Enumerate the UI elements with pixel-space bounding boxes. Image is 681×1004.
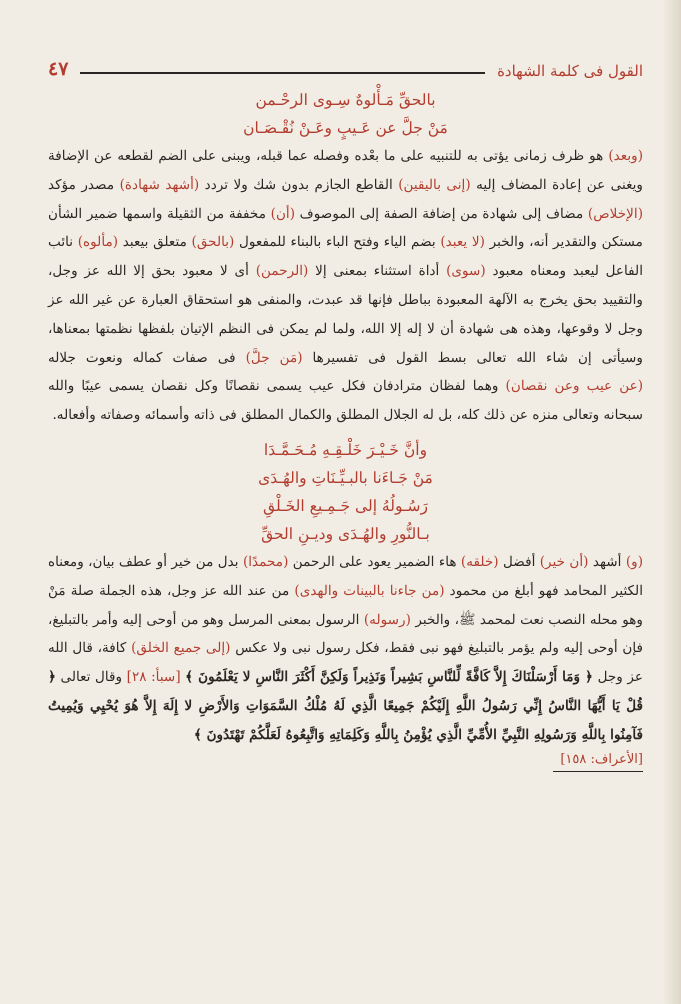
highlighted-term: (سوى) xyxy=(446,263,486,280)
highlighted-term: (لا يعبد) xyxy=(440,234,485,251)
running-title: القول فى كلمة الشهادة xyxy=(497,62,643,80)
highlighted-term: [سبأ: ٢٨] xyxy=(126,669,181,686)
paragraph-text: هاء الضمير يعود على الرحمن xyxy=(288,553,461,570)
highlighted-term: (أشهد شهادة) xyxy=(119,176,200,193)
paragraph-text: وهما لفظان مترادفان فكل عيب يسمى نقصانًا وكل نقصان يسمى عيبًا والله سبحانه وتعالى منزه عن ذلك كله، بل له الجلال المطلق والكمال المطلق فى ذاته وأسمائه وصفاته وأفعاله. xyxy=(48,378,643,424)
highlighted-term: (أن) xyxy=(270,205,296,222)
highlighted-term: (أن خير) xyxy=(539,553,589,570)
paragraph-text: متعلق بيعبد xyxy=(118,234,192,251)
highlighted-term: (إلى جميع الخلق) xyxy=(131,640,231,657)
poem-verse: مَنْ جَـاءَنا بالبـيِّـنَاتِ والهُـدَى xyxy=(258,468,433,487)
highlighted-term: (الرحمن) xyxy=(255,263,309,280)
page-number: ٤٧ xyxy=(48,58,69,80)
paragraph-text: مصدر مؤكد xyxy=(48,176,120,193)
paragraph-text: نائب الفاعل ليعبد ومعناه معبود xyxy=(48,234,643,280)
highlighted-term: (مألوه) xyxy=(77,234,119,251)
highlighted-term: (الإخلاص) xyxy=(587,205,643,222)
highlighted-term: (عن عيب وعن نقصان) xyxy=(505,378,643,395)
highlighted-term: (و) xyxy=(625,553,643,570)
highlighted-term: (وبعد) xyxy=(608,148,643,164)
paragraph-text: أفضل xyxy=(498,553,540,570)
paragraph-text: القاطع الجازم بدون شك ولا تردد xyxy=(199,176,399,193)
paragraph-text: من عند الله عز وجل، هذه الجملة صلة مَنْ وهو محله النصب نعت لمحمد ﷺ، والخبر xyxy=(48,582,643,628)
page-header xyxy=(48,54,643,80)
paragraph-text: أداة استثناء بمعنى إلا xyxy=(308,263,447,280)
quran-verse: ﴿ وَمَا أَرْسَلْنَاكَ إِلاَّ كَافَّةً لِّلنَّاسِ بَشِيراً وَنَذِيراً وَلَكِنَّ أَكْثَرَ النَّاسِ لا يَعْلَمُونَ ﴾ xyxy=(185,669,594,686)
poem-verse: بـالنُّورِ والهُـدَى وديـنِ الحقِّ xyxy=(261,524,430,543)
highlighted-term: (محمدًا) xyxy=(242,553,289,570)
paragraph-text: هو ظرف زمانى يؤتى به للتنبيه على ما بعْده وفصله عما قبله، ويبنى على الضم لقطعه عن الإضافة ويغنى عن إعادة المضاف إليه xyxy=(48,148,644,193)
highlighted-term: (من جاءنا بالبينات والهدى) xyxy=(294,582,445,599)
highlighted-term: (بالحق) xyxy=(191,234,235,251)
poem-verse: بالحقِّ مَـأْلوهٌ سِـوى الرحْـمن xyxy=(255,91,436,109)
page-edge-shadow xyxy=(663,0,681,1004)
paragraph-text: مخففة من الثقيلة واسمها ضمير الشأن مستكن والتقدير أنه، والخبر xyxy=(48,205,643,251)
paragraph-text: بضم الياء وفتح الباء بالبناء للمفعول xyxy=(234,234,441,251)
footer-rule xyxy=(553,771,643,772)
highlighted-term: (مَن جلَّ) xyxy=(245,349,303,366)
commentary-paragraph xyxy=(48,142,643,430)
paragraph-text: بدل من خير أو عطف بيان، ومعناه الكثير المحامد فهو أبلغ من محمود xyxy=(48,553,643,599)
commentary-paragraph xyxy=(48,548,643,750)
paragraph-text: وقال تعالى xyxy=(55,669,127,686)
poem-verse: وأنَّ خَـيْـرَ خَلْـقِـهِ مُـحَـمَّـدَا xyxy=(263,440,428,459)
paragraph-text: مضاف إلى شهادة من إضافة الصفة إلى الموصوف xyxy=(295,205,588,222)
highlighted-term: (إنى باليقين) xyxy=(398,176,471,193)
paragraph-text: أشهد xyxy=(588,553,626,570)
highlighted-term: (خلقه) xyxy=(460,553,499,570)
poem-verse: مَنْ جلَّ عن عَـيبٍ وعَـنْ نُقْـصَـان xyxy=(243,119,448,137)
poem-verse: رَسُـولُهُ إلى جَـمِـيعِ الخَـلْقِ xyxy=(263,496,428,515)
quran-verse: ﴿ قُلْ يَا أَيُّهَا النَّاسُ إِنِّي رَسُولُ اللَّهِ إِلَيْكُمْ جَمِيعًا الَّذِي لَهُ مُلْكُ السَّمَوَاتِ وَالأَرْضِ لا إِلَهَ إِلاَّ هُوَ يُحْيِي وَيُمِيتُ فَآمِنُوا بِاللَّهِ وَرَسُولِهِ النَّبِيِّ الأُمِّيِّ الَّذِي يُؤْمِنُ بِاللَّهِ وَكَلِمَاتِهِ وَاتَّبِعُوهُ لَعَلَّكُمْ تَهْتَدُونَ ﴾ xyxy=(48,669,643,743)
quran-reference: [الأعراف: ١٥٨] xyxy=(560,751,643,767)
paragraph-text: فى صفات كماله ونعوت جلاله xyxy=(48,349,246,366)
paragraph-text: الرسول بمعنى المرسل وهو من أوحى إليه وأمر بالتبليغ، فإن أوحى إليه ولم يؤمر بالتبليغ فهو نبى فقط، فكل رسول نبى ولا عكس xyxy=(48,611,643,657)
highlighted-term: (رسوله) xyxy=(363,611,411,628)
paragraph-text: كافة، قال الله عز وجل xyxy=(48,640,643,686)
paragraph-text: أى لا معبود بحق إلا الله عز وجل، والتقييد بحق يخرج به الآلهة المعبودة بباطل فإنها قد عبدت، والمنفى هو استحقاق العبارة عن غير الله عز وجل لا وقوعها، وهذه هى شهادة أن لا إله إلا الله، ولما لم يمكن فى النظم الإتيان بلفظها نظمتها بمعناها، وسيأتى إن شاء الله تعالى بسط القول فى تفسيرها xyxy=(48,263,643,366)
header-rule xyxy=(80,72,485,74)
